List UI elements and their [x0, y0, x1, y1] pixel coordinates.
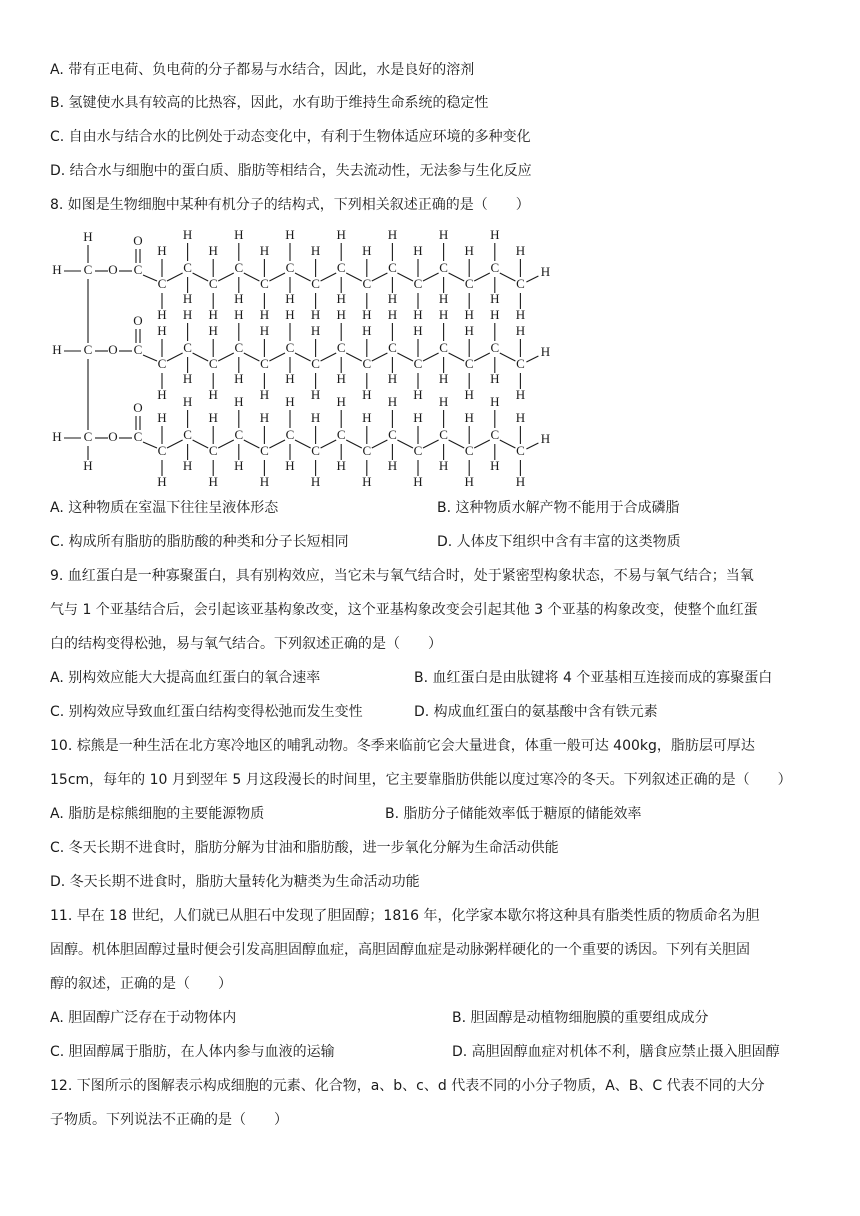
q11-stem-line2: 固醇。机体胆固醇过量时便会引发高胆固醇血症，高胆固醇血症是动脉粥样硬化的一个重要的诱因。下列有关胆固: [50, 942, 750, 958]
bond-line: [295, 273, 311, 281]
atom-c: C: [133, 261, 143, 277]
atom-c: C: [362, 355, 372, 371]
atom-h: H: [157, 306, 167, 322]
atom-o: O: [133, 399, 143, 415]
atom-o: O: [133, 232, 143, 248]
atom-h: H: [234, 290, 244, 306]
atom-c: C: [311, 442, 320, 458]
bond-line: [167, 273, 183, 281]
atom-h: H: [208, 386, 218, 402]
atom-h: H: [515, 386, 526, 402]
atom-h: H: [310, 409, 321, 425]
q10-option-c: C. 冬天长期不进食时，脂肪分解为甘油和脂肪酸，进一步氧化分解为生命活动供能: [50, 840, 559, 856]
atom-c: C: [516, 442, 525, 458]
atom-c: C: [234, 259, 244, 275]
bond-line: [526, 276, 538, 282]
atom-o: O: [108, 428, 118, 444]
atom-h: H: [515, 473, 526, 489]
bond-line: [423, 353, 439, 361]
bond-line: [423, 273, 439, 281]
bond-line: [218, 273, 234, 281]
atom-c: C: [83, 341, 93, 357]
atom-h: H: [259, 473, 270, 489]
q9-stem-line2: 气与 1 个亚基结合后，会引起该亚基构象改变，这个亚基构象改变会引起其他 3 个亚基的构象改变，使整个血红蛋: [50, 602, 758, 618]
atom-h: H: [413, 386, 423, 402]
q11-option-a: A. 胆固醇广泛存在于动物体内: [50, 1010, 237, 1026]
atom-c: C: [157, 275, 167, 291]
atom-h: H: [285, 306, 295, 322]
atom-h: H: [208, 242, 218, 258]
q8-option-b: B. 这种物质水解产物不能用于合成磷脂: [437, 500, 680, 516]
bond-line: [244, 353, 260, 361]
atom-h: H: [464, 322, 474, 338]
atom-h: H: [438, 226, 449, 242]
bond-line: [167, 440, 183, 448]
atom-h: H: [387, 393, 398, 409]
atom-h: H: [490, 306, 500, 322]
bond-line: [372, 440, 388, 448]
atom-h: H: [157, 409, 167, 425]
bond-line: [474, 273, 490, 281]
atom-c: C: [362, 275, 372, 291]
atom-h: H: [336, 290, 346, 306]
atom-h: H: [490, 226, 500, 242]
atom-h: H: [515, 242, 526, 258]
q7-option-c: C. 自由水与结合水的比例处于动态变化中，有利于生物体适应环境的多种变化: [50, 129, 531, 145]
atom-h: H: [362, 306, 372, 322]
q8-option-d: D. 人体皮下组织中含有丰富的这类物质: [437, 534, 681, 550]
atom-h: H: [83, 457, 93, 473]
atom-h: H: [208, 473, 218, 489]
atom-h: H: [182, 306, 193, 322]
bond-line: [372, 273, 388, 281]
atom-h: H: [362, 473, 372, 489]
atom-h: H: [413, 242, 423, 258]
q7-option-a: A. 带有正电荷、负电荷的分子都易与水结合，因此，水是良好的溶剂: [50, 62, 475, 78]
atom-h: H: [182, 393, 193, 409]
atom-c: C: [413, 355, 423, 371]
q9-stem-line1: 9. 血红蛋白是一种寡聚蛋白，具有别构效应，当它未与氧气结合时，处于紧密型构象状态，不易与氧气结合；当氧: [50, 568, 754, 584]
atom-h: H: [285, 457, 295, 473]
bond-line: [218, 440, 234, 448]
bond-line: [269, 440, 285, 448]
bond-line: [143, 275, 157, 281]
atom-c: C: [234, 426, 244, 442]
atom-h: H: [464, 409, 474, 425]
atom-c: C: [336, 426, 346, 442]
atom-c: C: [208, 442, 218, 458]
bond-line: [167, 353, 183, 361]
q9-option-b: B. 血红蛋白是由肽键将 4 个亚基相互连接而成的寡聚蛋白: [414, 670, 773, 686]
atom-h: H: [259, 242, 270, 258]
q11-option-c: C. 胆固醇属于脂肪，在人体内参与血液的运输: [50, 1044, 335, 1060]
atom-h: H: [336, 457, 346, 473]
bond-line: [500, 440, 516, 448]
q11-stem-line1: 11. 早在 18 世纪，人们就已从胆石中发现了胆固醇；1816 年，化学家本歇尔将这种具有脂类性质的物质命名为胆: [50, 908, 760, 924]
q8-stem: 8. 如图是生物细胞中某种有机分子的结构式，下列相关叙述正确的是（ ）: [50, 197, 530, 213]
atom-h: H: [438, 370, 449, 386]
atom-h: H: [540, 343, 551, 359]
atom-h: H: [362, 242, 372, 258]
atom-c: C: [157, 442, 167, 458]
atom-h: H: [157, 473, 167, 489]
atom-h: H: [387, 226, 398, 242]
q7-option-d: D. 结合水与细胞中的蛋白质、脂肪等相结合，失去流动性，无法参与生化反应: [50, 163, 532, 179]
atom-c: C: [490, 259, 500, 275]
atom-h: H: [259, 409, 270, 425]
bond-line: [500, 353, 516, 361]
bond-line: [269, 273, 285, 281]
bond-line: [500, 273, 516, 281]
atom-h: H: [234, 393, 244, 409]
q11-stem-line3: 醇的叙述，正确的是（ ）: [50, 976, 232, 992]
atom-h: H: [52, 341, 62, 357]
bond-line: [372, 353, 388, 361]
q8-option-a: A. 这种物质在室温下往往呈液体形态: [50, 500, 279, 516]
atom-h: H: [413, 409, 423, 425]
atom-h: H: [310, 473, 321, 489]
atom-c: C: [516, 355, 525, 371]
atom-h: H: [310, 242, 321, 258]
q10-stem-line1: 10. 棕熊是一种生活在北方寒冷地区的哺乳动物。冬季来临前它会大量进食，体重一般可达 400kg，脂肪层可厚达: [50, 738, 755, 754]
bond-line: [244, 440, 260, 448]
atom-h: H: [362, 409, 372, 425]
triglyceride-structural-formula: [48, 226, 568, 489]
q10-option-b: B. 脂肪分子储能效率低于糖原的储能效率: [385, 806, 642, 822]
atom-h: H: [259, 386, 270, 402]
atom-h: H: [336, 306, 346, 322]
atom-h: H: [52, 261, 62, 277]
atom-h: H: [464, 386, 474, 402]
atom-c: C: [413, 275, 423, 291]
bond-line: [397, 440, 413, 448]
atom-h: H: [182, 370, 193, 386]
atom-h: H: [310, 322, 321, 338]
atom-h: H: [336, 370, 346, 386]
atom-c: C: [388, 426, 397, 442]
bond-line: [193, 353, 209, 361]
atom-c: C: [133, 428, 143, 444]
atom-c: C: [285, 426, 295, 442]
bond-line: [423, 440, 439, 448]
q12-stem-line2: 子物质。下列说法不正确的是（ ）: [50, 1112, 288, 1128]
bond-line: [295, 440, 311, 448]
bond-line: [449, 353, 465, 361]
bond-line: [449, 273, 465, 281]
bond-line: [397, 273, 413, 281]
atom-h: H: [310, 306, 321, 322]
atom-c: C: [208, 355, 218, 371]
atom-h: H: [83, 228, 93, 244]
atom-h: H: [464, 242, 474, 258]
atom-h: H: [182, 457, 193, 473]
bond-line: [474, 440, 490, 448]
bond-line: [346, 353, 362, 361]
atom-h: H: [515, 409, 526, 425]
atom-c: C: [208, 275, 218, 291]
q10-stem-line2: 15cm，每年的 10 月到翌年 5 月这段漫长的时间里，它主要靠脂肪供能以度过寒冷的冬天。下列叙述正确的是（ ）: [50, 772, 792, 788]
atom-o: O: [108, 261, 118, 277]
atom-h: H: [413, 322, 423, 338]
atom-c: C: [388, 259, 397, 275]
q12-stem-line1: 12. 下图所示的图解表示构成细胞的元素、化合物，a、b、c、d 代表不同的小分子物质，A、B、C 代表不同的大分: [50, 1078, 765, 1094]
atom-c: C: [183, 426, 192, 442]
atom-c: C: [362, 442, 372, 458]
atom-c: C: [413, 442, 423, 458]
atom-c: C: [388, 339, 397, 355]
atom-h: H: [438, 290, 449, 306]
bond-line: [295, 353, 311, 361]
atom-h: H: [362, 322, 372, 338]
atom-h: H: [490, 393, 500, 409]
atom-h: H: [336, 393, 346, 409]
q9-option-a: A. 别构效应能大大提高血红蛋白的氧合速率: [50, 670, 321, 686]
atom-h: H: [490, 370, 500, 386]
atom-h: H: [157, 242, 167, 258]
bond-line: [244, 273, 260, 281]
atom-h: H: [285, 226, 295, 242]
q9-option-d: D. 构成血红蛋白的氨基酸中含有铁元素: [414, 704, 658, 720]
atom-h: H: [464, 473, 474, 489]
atom-h: H: [336, 226, 346, 242]
atom-h: H: [157, 386, 167, 402]
atom-c: C: [336, 259, 346, 275]
atom-h: H: [387, 457, 398, 473]
atom-c: C: [260, 442, 269, 458]
atom-h: H: [234, 370, 244, 386]
atom-c: C: [83, 428, 93, 444]
atom-c: C: [183, 339, 192, 355]
bond-line: [218, 353, 234, 361]
bond-line: [346, 440, 362, 448]
q10-option-a: A. 脂肪是棕熊细胞的主要能源物质: [50, 806, 265, 822]
atom-h: H: [285, 370, 295, 386]
bond-line: [397, 353, 413, 361]
q11-option-d: D. 高胆固醇血症对机体不利，膳食应禁止摄入胆固醇: [452, 1044, 780, 1060]
bond-line: [526, 356, 538, 362]
bond-line: [449, 440, 465, 448]
atom-c: C: [183, 259, 192, 275]
q9-option-c: C. 别构效应导致血红蛋白结构变得松弛而发生变性: [50, 704, 363, 720]
atom-c: C: [336, 339, 346, 355]
atom-h: H: [413, 473, 423, 489]
atom-c: C: [464, 442, 474, 458]
atom-h: H: [490, 290, 500, 306]
bond-line: [474, 353, 490, 361]
atom-o: O: [108, 341, 118, 357]
atom-h: H: [208, 322, 218, 338]
atom-c: C: [133, 341, 143, 357]
atom-h: H: [438, 306, 449, 322]
atom-h: H: [208, 306, 218, 322]
bond-line: [143, 355, 157, 361]
atom-h: H: [515, 322, 526, 338]
atom-h: H: [362, 386, 372, 402]
atom-c: C: [285, 339, 295, 355]
atom-h: H: [285, 393, 295, 409]
atom-h: H: [234, 457, 244, 473]
atom-h: H: [413, 306, 423, 322]
atom-h: H: [157, 322, 167, 338]
atom-h: H: [182, 226, 193, 242]
atom-c: C: [439, 259, 448, 275]
atom-c: C: [464, 275, 474, 291]
atom-c: C: [260, 355, 269, 371]
atom-c: C: [439, 339, 448, 355]
atom-h: H: [182, 290, 193, 306]
bond-line: [321, 440, 337, 448]
atom-h: H: [234, 306, 244, 322]
atom-c: C: [311, 275, 320, 291]
atom-c: C: [157, 355, 167, 371]
atom-h: H: [387, 306, 398, 322]
atom-o: O: [133, 312, 143, 328]
atom-h: H: [259, 322, 270, 338]
atom-h: H: [464, 306, 474, 322]
atom-h: H: [540, 263, 551, 279]
q9-stem-line3: 白的结构变得松弛，易与氧气结合。下列叙述正确的是（ ）: [50, 636, 442, 652]
atom-c: C: [516, 275, 525, 291]
atom-h: H: [259, 306, 270, 322]
atom-h: H: [234, 226, 244, 242]
atom-h: H: [515, 306, 526, 322]
atom-h: H: [540, 430, 551, 446]
atom-c: C: [285, 259, 295, 275]
atom-h: H: [285, 290, 295, 306]
atom-h: H: [387, 370, 398, 386]
atom-h: H: [387, 290, 398, 306]
atom-c: C: [234, 339, 244, 355]
atom-c: C: [490, 339, 500, 355]
bond-line: [269, 353, 285, 361]
atom-h: H: [52, 428, 62, 444]
atom-h: H: [438, 393, 449, 409]
bond-line: [346, 273, 362, 281]
bond-line: [321, 353, 337, 361]
bond-line: [143, 442, 157, 448]
q7-option-b: B. 氢键使水具有较高的比热容，因此，水有助于维持生命系统的稳定性: [50, 95, 489, 111]
bond-line: [526, 443, 538, 449]
atom-h: H: [490, 457, 500, 473]
atom-h: H: [310, 386, 321, 402]
atom-c: C: [439, 426, 448, 442]
atom-h: H: [438, 457, 449, 473]
bond-line: [193, 440, 209, 448]
bond-line: [193, 273, 209, 281]
q10-option-d: D. 冬天长期不进食时，脂肪大量转化为糖类为生命活动功能: [50, 874, 420, 890]
atom-c: C: [260, 275, 269, 291]
atom-h: H: [208, 409, 218, 425]
atom-c: C: [490, 426, 500, 442]
q11-option-b: B. 胆固醇是动植物细胞膜的重要组成成分: [452, 1010, 709, 1026]
q8-option-c: C. 构成所有脂肪的脂肪酸的种类和分子长短相同: [50, 534, 349, 550]
atom-c: C: [83, 261, 93, 277]
atom-c: C: [311, 355, 320, 371]
bond-line: [321, 273, 337, 281]
atom-c: C: [464, 355, 474, 371]
